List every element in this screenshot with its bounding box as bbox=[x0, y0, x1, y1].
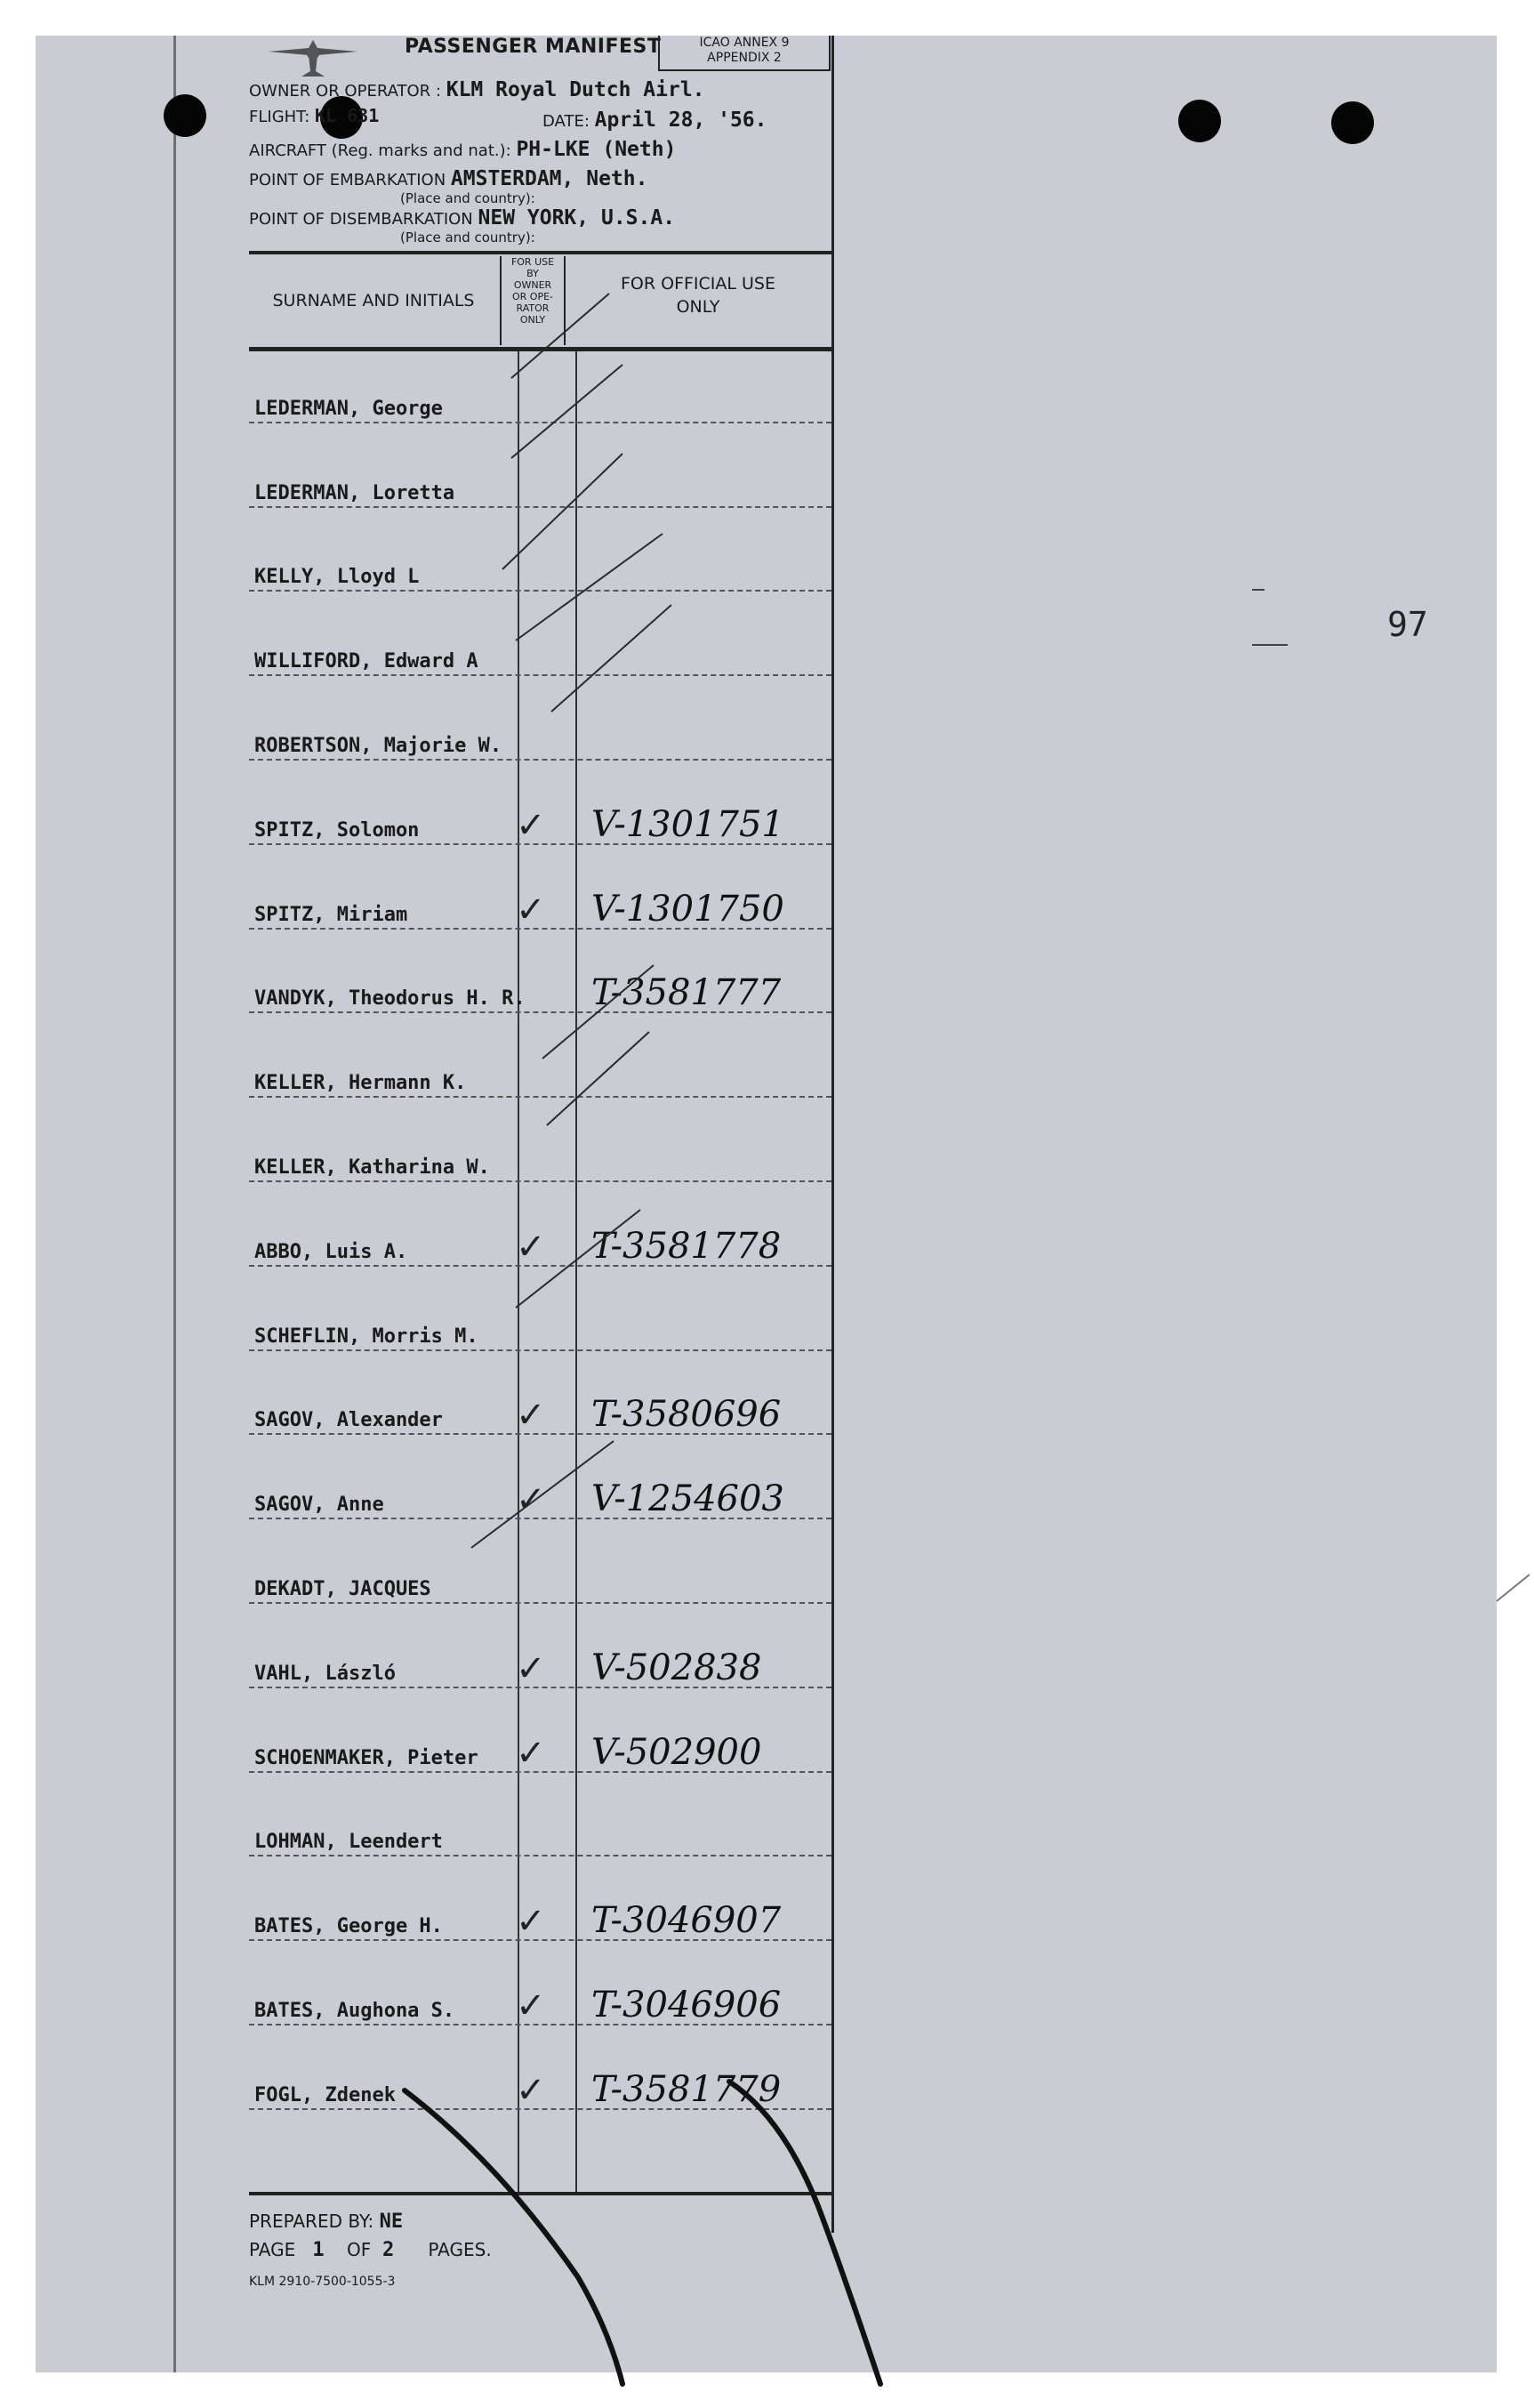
row-rule bbox=[249, 590, 831, 592]
of-value: 2 bbox=[381, 2239, 395, 2261]
passenger-row bbox=[249, 942, 831, 1027]
page-count-line bbox=[249, 2239, 492, 2267]
row-rule bbox=[249, 1180, 831, 1182]
passenger-name: WILLIFORD, Edward A bbox=[254, 650, 478, 673]
official-header-line-2: ONLY bbox=[676, 297, 720, 317]
passenger-row bbox=[249, 1869, 831, 1953]
punch-hole-right bbox=[1178, 100, 1221, 142]
date-value: April 28, '56. bbox=[594, 109, 767, 132]
check-mark-icon: ✓ bbox=[516, 1479, 546, 1521]
stamp-page-number: 97 bbox=[1387, 605, 1428, 644]
row-rule bbox=[249, 422, 831, 423]
official-use-column-header bbox=[569, 272, 827, 318]
passenger-row bbox=[249, 858, 831, 942]
passenger-name: SPITZ, Miriam bbox=[254, 903, 408, 926]
passenger-name: SCHOENMAKER, Pieter bbox=[254, 1746, 478, 1769]
page-value: 1 bbox=[312, 2239, 325, 2261]
passenger-row bbox=[249, 1953, 831, 2038]
row-rule bbox=[249, 759, 831, 761]
passenger-row bbox=[249, 436, 831, 520]
official-entry: V-1301751 bbox=[591, 803, 784, 845]
row-rule bbox=[249, 1349, 831, 1351]
passenger-name: KELLER, Katharina W. bbox=[254, 1156, 490, 1179]
embarkation-row bbox=[249, 167, 647, 190]
passenger-name: BATES, George H. bbox=[254, 1915, 443, 1938]
flight-label: FLIGHT: bbox=[249, 108, 310, 126]
annex-box bbox=[658, 36, 831, 71]
passenger-row bbox=[249, 1195, 831, 1279]
check-mark-icon: ✓ bbox=[516, 1985, 546, 2026]
passenger-row bbox=[249, 773, 831, 858]
form-code: KLM 2910-7500-1055-3 bbox=[249, 2275, 396, 2289]
operator-header-line: ONLY bbox=[519, 314, 546, 326]
prepared-by-line bbox=[249, 2211, 492, 2239]
passenger-row bbox=[249, 1532, 831, 1616]
official-entry: V-1301750 bbox=[591, 888, 784, 930]
passenger-row bbox=[249, 1616, 831, 1701]
surname-column-header: SURNAME AND INITIALS bbox=[272, 291, 475, 310]
row-rule bbox=[249, 674, 831, 676]
row-rule bbox=[249, 506, 831, 508]
annex-line-2: APPENDIX 2 bbox=[707, 51, 782, 65]
official-entry: T-3581779 bbox=[591, 2068, 782, 2110]
manifest-footer bbox=[249, 2211, 492, 2289]
passenger-row bbox=[249, 604, 831, 689]
check-mark-icon: ✓ bbox=[516, 1732, 546, 1774]
date-row bbox=[542, 109, 767, 132]
passenger-name: LEDERMAN, George bbox=[254, 397, 443, 420]
margin-dash bbox=[1252, 644, 1288, 646]
passenger-row bbox=[249, 351, 831, 436]
binding-margin-line bbox=[173, 36, 176, 2372]
passenger-row bbox=[249, 2038, 831, 2122]
punch-hole-left bbox=[164, 94, 206, 137]
passenger-name: KELLY, Lloyd L bbox=[254, 566, 420, 589]
row-rule bbox=[249, 1855, 831, 1856]
punch-hole-right-2 bbox=[1331, 101, 1374, 144]
edge-scratch bbox=[1497, 1574, 1530, 1601]
official-entry: V-502900 bbox=[591, 1731, 762, 1773]
passenger-row bbox=[249, 1279, 831, 1364]
margin-dash bbox=[1252, 589, 1265, 591]
official-header-line-1: FOR OFFICIAL USE bbox=[620, 274, 775, 294]
passenger-name: SCHEFLIN, Morris M. bbox=[254, 1325, 478, 1348]
operator-header-line: BY bbox=[526, 268, 539, 279]
operator-header-line: RATOR bbox=[516, 302, 550, 314]
annex-line-1: ICAO ANNEX 9 bbox=[699, 36, 790, 50]
check-mark-icon: ✓ bbox=[516, 1901, 546, 1943]
aircraft-row bbox=[249, 138, 676, 161]
passenger-name: BATES, Aughona S. bbox=[254, 1999, 455, 2022]
page-label: PAGE bbox=[249, 2239, 296, 2260]
of-label: OF bbox=[347, 2239, 372, 2260]
passenger-name: FOGL, Zdenek bbox=[254, 2083, 396, 2106]
operator-header-line: OR OPE- bbox=[511, 291, 553, 302]
passenger-row bbox=[249, 1447, 831, 1532]
owner-label: OWNER OR OPERATOR : bbox=[249, 82, 441, 101]
aircraft-label: AIRCRAFT (Reg. marks and nat.): bbox=[249, 141, 511, 160]
official-entry: T-3581778 bbox=[591, 1225, 782, 1267]
check-mark-icon: ✓ bbox=[516, 1226, 546, 1268]
manifest-form bbox=[209, 36, 834, 2289]
passenger-row bbox=[249, 1701, 831, 1785]
official-entry: T-3581777 bbox=[591, 972, 782, 1014]
passenger-name: LEDERMAN, Loretta bbox=[254, 481, 455, 504]
check-mark-icon: ✓ bbox=[516, 889, 546, 930]
disembarkation-row bbox=[249, 206, 675, 230]
passenger-name: SAGOV, Anne bbox=[254, 1494, 384, 1517]
operator-header-line: OWNER bbox=[513, 279, 552, 291]
flight-row bbox=[249, 105, 379, 126]
table-header bbox=[249, 254, 831, 347]
passenger-name: LOHMAN, Leendert bbox=[254, 1831, 443, 1854]
row-rule bbox=[249, 1602, 831, 1604]
passenger-name: SAGOV, Alexander bbox=[254, 1409, 443, 1432]
embarkation-note: (Place and country): bbox=[400, 190, 535, 206]
passenger-name: ROBERTSON, Majorie W. bbox=[254, 734, 502, 757]
official-entry: V-502838 bbox=[591, 1647, 762, 1688]
passenger-name: VANDYK, Theodorus H. R. bbox=[254, 987, 526, 1011]
official-entry: T-3046907 bbox=[591, 1900, 782, 1942]
manifest-title: PASSENGER MANIFEST bbox=[405, 36, 662, 58]
check-mark-icon: ✓ bbox=[516, 1395, 546, 1437]
disembarkation-label: POINT OF DISEMBARKATION bbox=[249, 210, 473, 229]
check-mark-icon: ✓ bbox=[516, 1647, 546, 1689]
pages-label: PAGES. bbox=[428, 2239, 492, 2260]
passenger-name: VAHL, László bbox=[254, 1662, 396, 1685]
passenger-name: DEKADT, JACQUES bbox=[254, 1577, 431, 1600]
prepared-by-label: PREPARED BY: bbox=[249, 2211, 374, 2232]
passenger-row bbox=[249, 1785, 831, 1870]
embarkation-value: AMSTERDAM, Neth. bbox=[450, 167, 648, 190]
passenger-name: SPITZ, Solomon bbox=[254, 818, 420, 842]
passenger-list bbox=[249, 351, 831, 2122]
passenger-row bbox=[249, 1110, 831, 1195]
prepared-by-value: NE bbox=[379, 2211, 404, 2233]
date-label: DATE: bbox=[542, 112, 590, 131]
official-entry: T-3580696 bbox=[591, 1394, 782, 1436]
passenger-row bbox=[249, 520, 831, 605]
passenger-row bbox=[249, 1026, 831, 1110]
flight-value: KL 631 bbox=[315, 105, 380, 126]
aircraft-value: PH-LKE (Neth) bbox=[516, 138, 677, 161]
embarkation-label: POINT OF EMBARKATION bbox=[249, 171, 446, 189]
owner-value: KLM Royal Dutch Airl. bbox=[446, 78, 705, 101]
passenger-name: ABBO, Luis A. bbox=[254, 1240, 408, 1263]
passenger-row bbox=[249, 689, 831, 773]
passenger-name: KELLER, Hermann K. bbox=[254, 1072, 467, 1095]
operator-header-line: FOR USE bbox=[510, 256, 555, 268]
operator-column-header bbox=[500, 256, 566, 345]
table-bottom-rule bbox=[249, 2192, 831, 2195]
disembarkation-note: (Place and country): bbox=[400, 230, 535, 246]
check-mark-icon: ✓ bbox=[516, 2069, 546, 2111]
official-entry: V-1254603 bbox=[591, 1478, 784, 1520]
passenger-row bbox=[249, 1364, 831, 1448]
owner-row bbox=[249, 78, 705, 101]
row-rule bbox=[249, 1096, 831, 1098]
check-mark-icon: ✓ bbox=[516, 804, 546, 846]
disembarkation-value: NEW YORK, U.S.A. bbox=[478, 206, 676, 230]
official-entry: T-3046906 bbox=[591, 1984, 782, 2025]
